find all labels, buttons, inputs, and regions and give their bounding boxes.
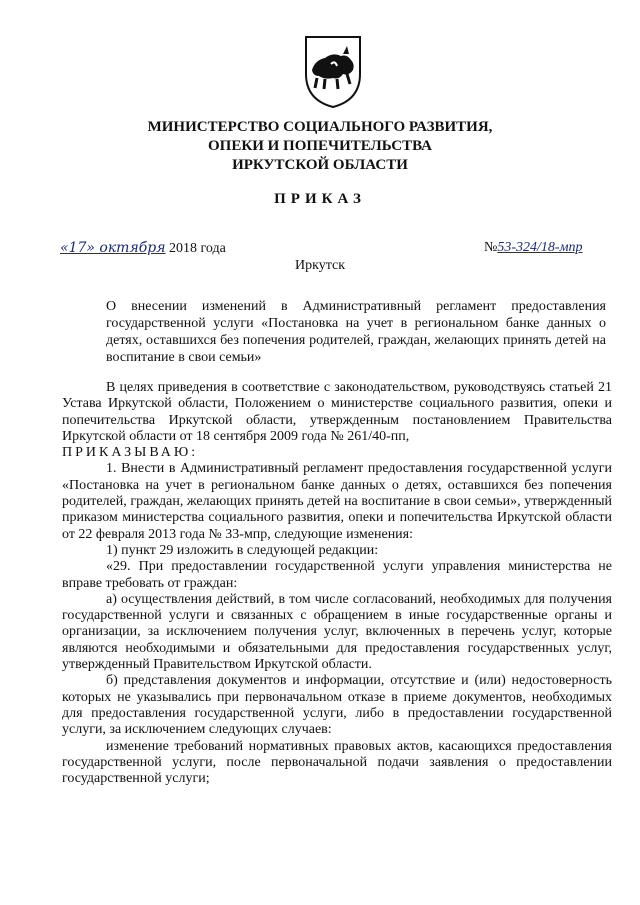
date-year: 2018 года (169, 241, 226, 256)
exception-paragraph: изменение требований нормативных правовых актов, касающихся предоставления государственной услуги, после первоначальной подачи заявления о предоставлении государственной услуги; (62, 738, 612, 787)
ministry-name-line-2: ОПЕКИ И ПОПЕЧИТЕЛЬСТВА (208, 138, 432, 154)
clause-29-paragraph: «29. При предоставлении государственной услуги управления министерства не вправе требовать от граждан: (62, 559, 612, 591)
ministry-name-line-3: ИРКУТСКОЙ ОБЛАСТИ (232, 157, 408, 173)
handwritten-number: 53-324/18-мпр (497, 240, 583, 255)
handwritten-date: «17» октября (60, 240, 166, 256)
document-title: ПРИКАЗ (274, 191, 366, 207)
order-subject: О внесении изменений в Административный регламент предоставления государственной услуги «Постановка на учет в региональном банке данных о детях, оставшихся без попечения родителей, граждан, желающих принять детей на воспитание в свои семьи» (106, 299, 606, 365)
item-1-paragraph: 1. Внести в Административный регламент предоставления государственной услуги «Постановка на учет в региональном банке данных о детях, оставшихся без попечения родителей, граждан, желающих принять детей на воспитание в свои семьи», утвержденный приказом министерства социального развития, опеки и попечительства Иркутской области от 22 февраля 2013 года № 33-мпр, следующие изменения: (62, 461, 612, 542)
order-date (60, 240, 226, 257)
preamble-paragraph: В целях приведения в соответствие с законодательством, руководствуясь статьей 21 Устава Иркутской области, Положением о министерстве социального развития, опеки и попечительства Иркутской области, утвержденным постановлением Правительства Иркутской области от 18 сентября 2009 года № 261/40-пп, (62, 380, 612, 444)
subitem-1-paragraph: 1) пункт 29 изложить в следующей редакции: (106, 542, 379, 558)
order-body (62, 380, 612, 787)
order-number (484, 240, 583, 256)
irkutsk-coat-of-arms-icon (303, 34, 363, 110)
ministry-header (0, 118, 640, 175)
ministry-name-line-1: МИНИСТЕРСТВО СОЦИАЛЬНОГО РАЗВИТИЯ, (147, 119, 493, 135)
coat-of-arms-emblem (303, 34, 363, 110)
clause-b-paragraph: б) представления документов и информации, отсутствие и (или) недостоверность которых не указывались при первоначальном отказе в приеме документов, необходимых для предоставления государственной услуги, либо в предоставлении государственной услуги, за исключением следующих случаев: (62, 673, 612, 738)
city-name: Иркутск (294, 258, 346, 273)
order-word: ПРИКАЗЫВАЮ: (62, 445, 199, 461)
number-sign: № (484, 240, 498, 255)
clause-a-paragraph: а) осуществления действий, в том числе согласований, необходимых для получения государственной услуги и связанных с обращением в иные государственные органы и организации, за исключением получения услуг, включенных в перечень услуг, которые являются необходимыми и обязательными для предоставления государственных услуг, утвержденный Правительством Иркутской области. (62, 591, 612, 673)
